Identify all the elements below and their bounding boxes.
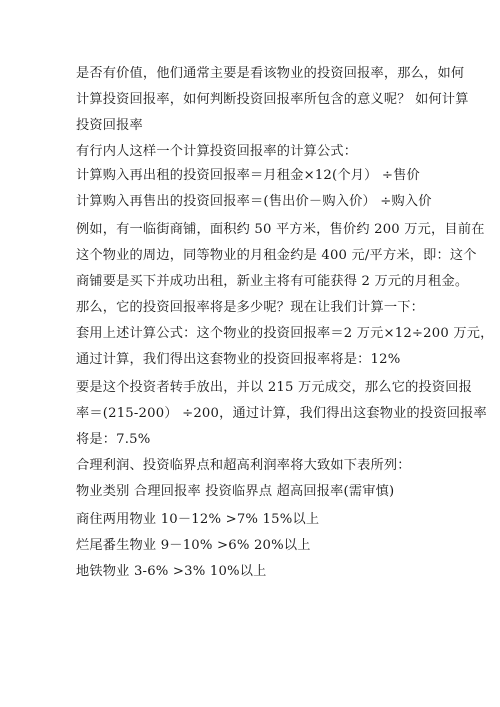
text-line-16: 合理利润、投资临界点和超高利润率将大致如下表所列： [76,458,411,473]
text-line-20: 地铁物业 3-6% >3% 10%以上 [76,564,267,579]
text-line-15: 将是：7.5% [76,432,151,447]
text-line-9: 商铺要是买下并成功出租，新业主将有可能获得 2 万元的月租金。 [76,274,469,289]
text-line-6: 计算购入再售出的投资回报率＝(售出价－购入价） ÷购入价 [76,194,432,209]
text-line-5: 计算购入再出租的投资回报率＝月租金×12(个月） ÷售价 [76,168,420,183]
text-line-13: 要是这个投资者转手放出，并以 215 万元成交，那么它的投资回报 [76,380,473,395]
text-line-17: 物业类别 合理回报率 投资临界点 超高回报率(需审慎) [76,484,395,499]
text-line-3: 投资回报率 [76,118,143,133]
text-line-12: 通过计算，我们得出这套物业的投资回报率将是：12% [76,352,401,367]
text-line-2: 计算投资回报率，如何判断投资回报率所包含的意义呢？ 如何计算 [76,92,469,107]
text-line-1: 是否有价值，他们通常主要是看该物业的投资回报率，那么，如何 [76,66,465,81]
text-line-14: 率＝(215-200） ÷200，通过计算，我们得出这套物业的投资回报率 [76,406,487,421]
text-line-10: 那么，它的投资回报率将是多少呢？现在让我们计算一下： [76,300,425,315]
text-line-4: 有行内人这样一个计算投资回报率的计算公式： [76,144,358,159]
text-line-18: 商住两用物业 10－12% >7% 15%以上 [76,512,320,527]
text-line-7: 例如，有一临街商铺，面积约 50 平方米，售价约 200 万元，目前在 [76,222,485,237]
text-line-8: 这个物业的周边，同等物业的月租金约是 400 元/平方米，即：这个 [76,248,477,263]
text-line-11: 套用上述计算公式：这个物业的投资回报率＝2 万元×12÷200 万元， [76,326,494,341]
text-line-19: 烂尾番生物业 9－10% >6% 20%以上 [76,538,311,553]
